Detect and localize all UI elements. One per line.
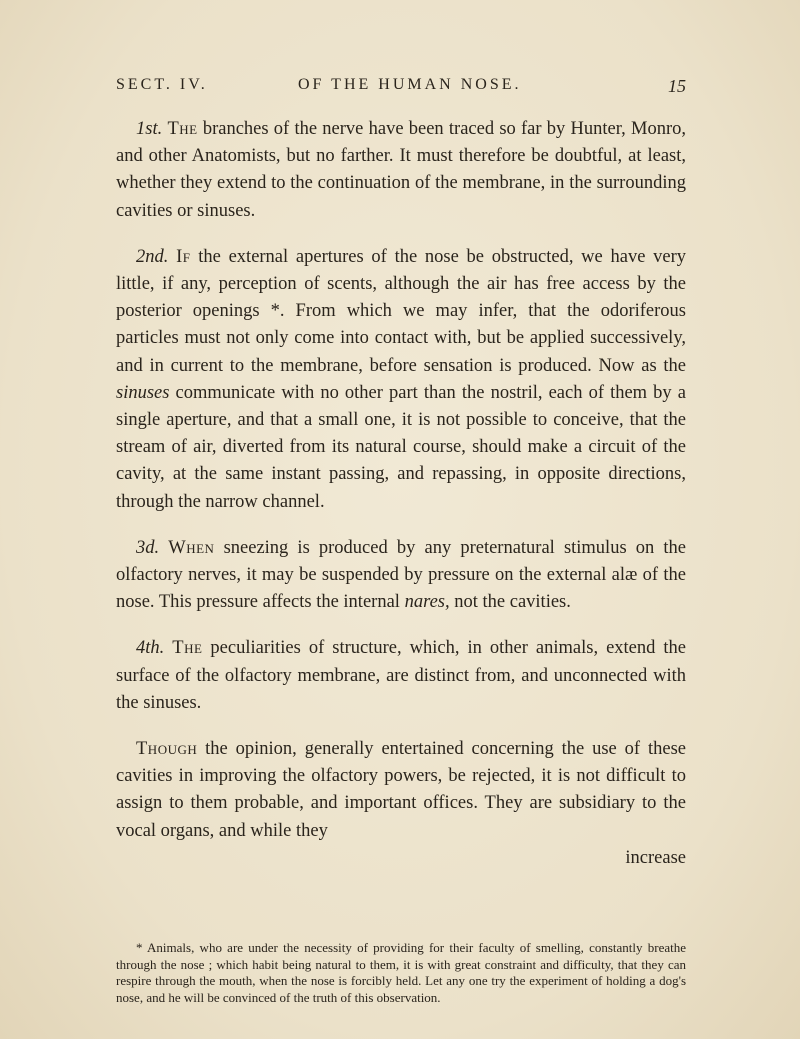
paragraph-number: 3d. — [136, 537, 160, 558]
text-run: peculiarities of structure, which, in other animals, extend the surface of the olfactory membrane, are distinct from, and unconnected with the sinuses. — [116, 638, 687, 713]
catchword: increase — [625, 847, 686, 868]
paragraph-4 — [116, 635, 686, 717]
main-text — [116, 116, 686, 872]
footnote — [116, 940, 686, 1006]
paragraph-1 — [116, 116, 686, 225]
page-number: 15 — [668, 76, 686, 96]
text-run: the opinion, generally entertained concerning the use of these cavities in improving the olfactory powers, be rejected, it is not difficult to assign to them probable, and important offices. They are subsidiary to the vocal organs, and while they — [116, 739, 686, 841]
paragraph-lead-word: When — [168, 537, 215, 558]
text-run: communicate with no other part than the nostril, each of them by a single aperture, and that a small one, it is not possible to conceive, that the stream of air, diverted from its natural course, should make a circuit of the cavity, at the same instant passing, and repassing, in opposite directions, through the narrow channel. — [116, 382, 686, 512]
running-title: OF THE HUMAN NOSE. — [298, 76, 522, 93]
paragraph-5 — [116, 736, 686, 845]
paragraph-number: 2nd. — [136, 246, 169, 267]
section-label: SECT. IV. — [116, 76, 208, 93]
text-run: sneezing is produced by any preternatural stimulus on the olfactory nerves, it may be suspended by pressure on the external alæ of the nose. This pressure affects the internal — [116, 537, 687, 613]
text-run: not the cavities. — [449, 592, 571, 613]
paragraph-number: 1st. — [136, 119, 163, 139]
paragraph-3 — [116, 535, 686, 617]
paragraph-lead-word: If — [176, 246, 191, 267]
text-run: the external apertures of the nose be obstructed, we have very little, if any, perception of scents, although the air has free access by the posterior openings *. From which we may infer, that the odoriferous particles must not only come into contact with, but be applied successively, and in current to the membrane, before sensation is produced. Now as the — [116, 246, 687, 376]
text-run: branches of the nerve have been traced so far by Hunter, Monro, and other Anatomists, but no farther. It must therefore be doubtful, at least, whether they extend to the continuation of the membrane, in the surrounding cavities or sinuses. — [116, 119, 686, 221]
running-header — [116, 76, 686, 100]
italic-term: sinuses — [116, 382, 170, 403]
footnote-text: * Animals, who are under the necessity of providing for their faculty of smelling, constantly breathe through the nose ; which habit being natural to them, it is with great constraint and difficulty, that they can respire through the mouth, when the nose is forcibly held. Let any one try the experiment of holding a dog's nose, and he will be convinced of the truth of this observation. — [116, 940, 686, 1005]
paragraph-lead-word: Though — [136, 739, 198, 760]
paragraph-lead-word: The — [172, 638, 203, 659]
paragraph-number: 4th. — [136, 638, 165, 659]
italic-term: nares, — [404, 592, 450, 613]
paragraph-lead-word: The — [167, 119, 198, 139]
paragraph-2 — [116, 244, 686, 516]
